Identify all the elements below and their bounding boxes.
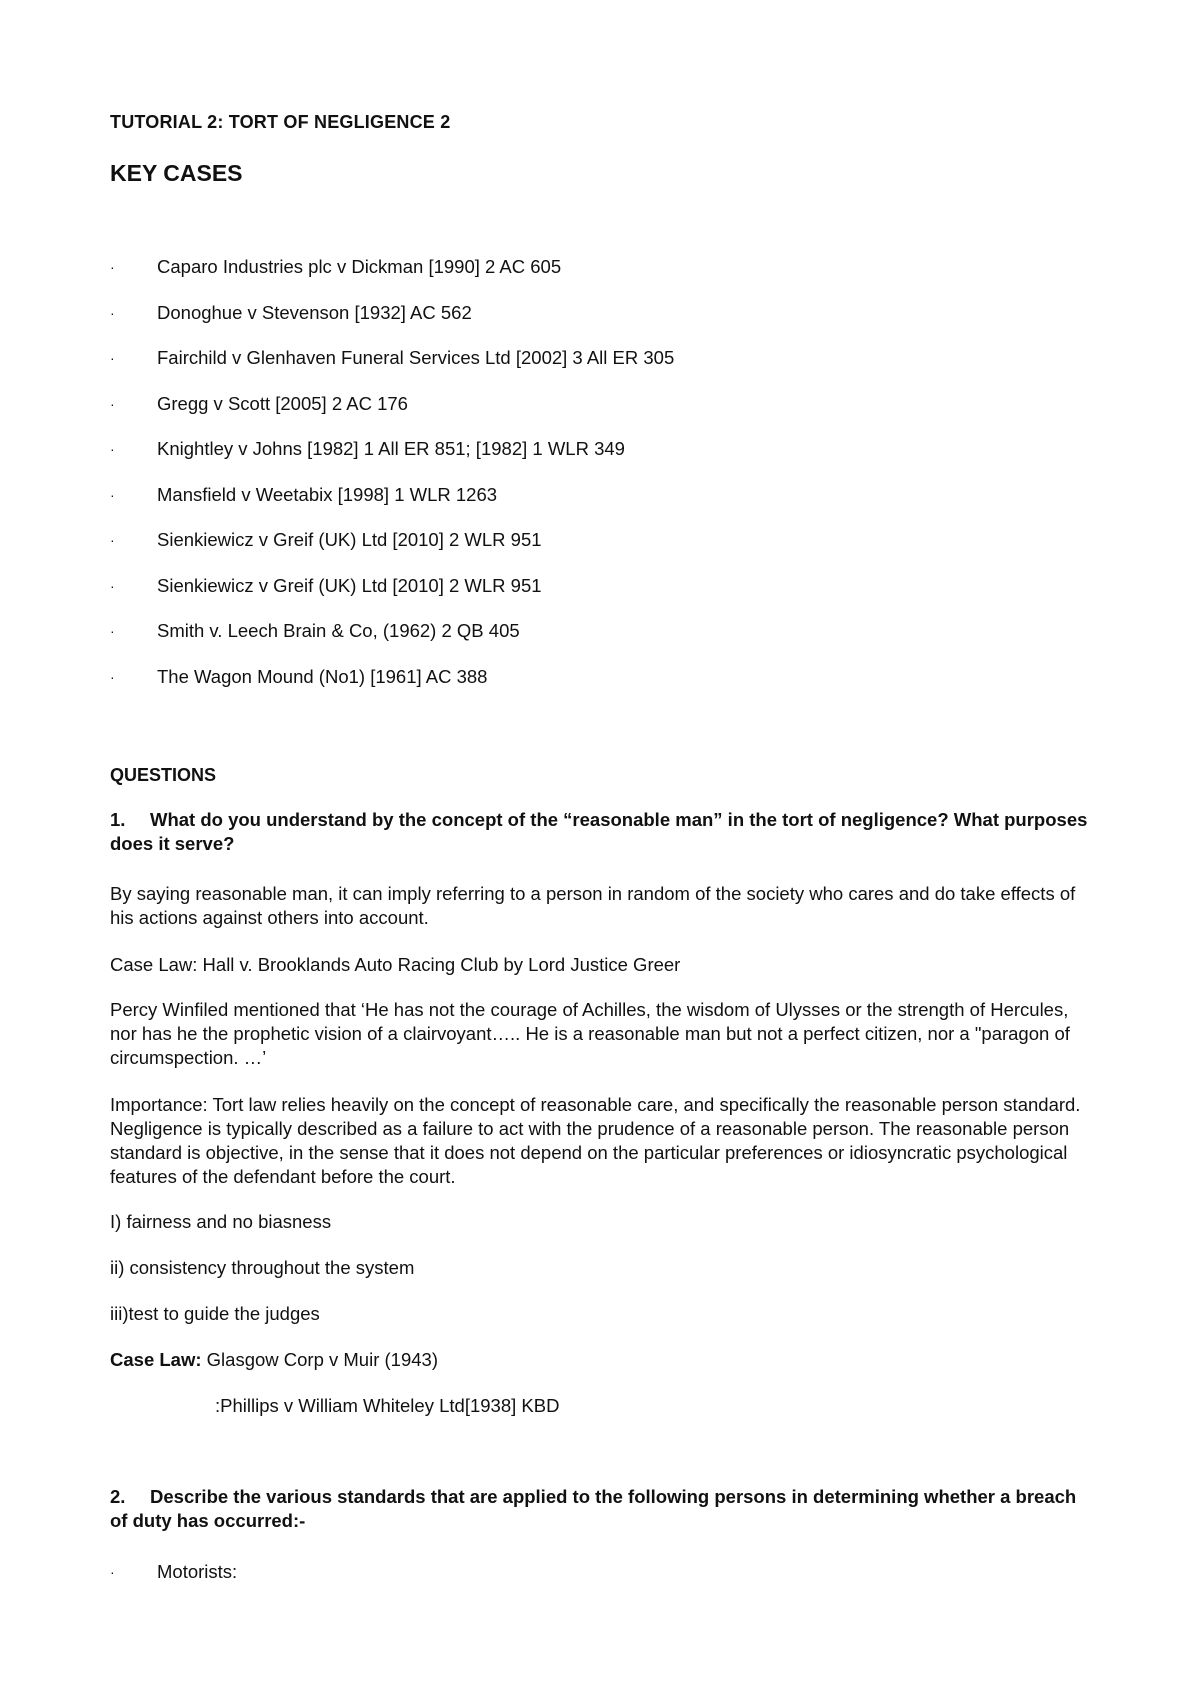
list-item: [110, 303, 674, 349]
case-citation: Knightley v Johns [1982] 1 All ER 851; [1982] 1 WLR 349: [157, 438, 625, 459]
bullet-icon: ·: [110, 486, 115, 503]
list-item: [110, 485, 674, 531]
case-citation: Mansfield v Weetabix [1998] 1 WLR 1263: [157, 483, 498, 505]
purpose-point: ii) consistency throughout the system: [110, 1257, 415, 1278]
purpose-point: I) fairness and no biasness: [110, 1211, 332, 1232]
questions-heading: QUESTIONS: [110, 765, 217, 785]
bullet-icon: ·: [110, 395, 115, 412]
answer-paragraph: By saying reasonable man, it can imply referring to a person in random of the society who cares and do take effects of his actions against others into account.: [110, 883, 1076, 928]
case-law-label: Case Law:: [110, 1349, 202, 1370]
list-item: [110, 576, 674, 622]
question-2: [110, 1485, 1090, 1533]
bullet-icon: ·: [110, 304, 115, 321]
question-text: What do you understand by the concept of the “reasonable man” in the tort of negligence? What purposes does it serve?: [110, 809, 1088, 854]
list-item: [110, 1560, 237, 1584]
case-law-row: [110, 1348, 1100, 1372]
case-citation: The Wagon Mound (No1) [1961] AC 388: [157, 665, 488, 687]
bullet-icon: ·: [110, 1564, 115, 1580]
case-citation: Caparo Industries plc v Dickman [1990] 2 AC 605: [157, 256, 562, 277]
quote-paragraph: Percy Winfiled mentioned that ‘He has not the courage of Achilles, the wisdom of Ulysses or the strength of Hercules, nor has he the prophetic vision of a clairvoyant….. He is a reasonable man but not a perfect citizen, nor a "paragon of circumspection. …’: [110, 999, 1070, 1068]
list-item: [110, 530, 674, 576]
bullet-icon: ·: [110, 623, 115, 639]
case-citation: Smith v. Leech Brain & Co, (1962) 2 QB 405: [157, 620, 520, 641]
question-1: [110, 808, 1090, 856]
list-item: [110, 394, 674, 440]
question-text: Describe the various standards that are applied to the following persons in determining whether a breach of duty has occurred:-: [110, 1486, 1077, 1531]
purpose-point: iii)test to guide the judges: [110, 1303, 320, 1324]
case-citation: Sienkiewicz v Greif (UK) Ltd [2010] 2 WLR 951: [157, 574, 542, 596]
question-number: 2.: [110, 1486, 126, 1507]
bullet-icon: ·: [110, 668, 115, 685]
bullet-icon: ·: [110, 577, 115, 594]
bullet-icon: ·: [110, 350, 115, 366]
case-citation: Donoghue v Stevenson [1932] AC 562: [157, 301, 472, 323]
bullet-icon: ·: [110, 532, 115, 548]
person-category: Motorists:: [157, 1561, 238, 1582]
case-law-citation-2: :Phillips v William Whiteley Ltd[1938] KBD: [215, 1395, 560, 1416]
list-item: [110, 257, 674, 303]
list-item: [110, 348, 674, 394]
case-law-citation: Glasgow Corp v Muir (1943): [201, 1349, 438, 1370]
bullet-icon: ·: [110, 259, 115, 275]
list-item: [110, 439, 674, 485]
question-number: 1.: [110, 809, 126, 830]
bullet-icon: ·: [110, 441, 115, 457]
key-cases-list: [110, 257, 674, 712]
list-item: [110, 621, 674, 667]
importance-paragraph: Importance: Tort law relies heavily on the concept of reasonable care, and specifically the reasonable person standard. Negligence is typically described as a failure to act with the prudence of a reasonable person. The reasonable person standard is objective, in the sense that it does not depend on the particular preferences or idiosyncratic psychological features of the defendant before the court.: [110, 1094, 1081, 1187]
case-citation: Fairchild v Glenhaven Funeral Services Ltd [2002] 3 All ER 305: [157, 347, 675, 368]
case-citation: Gregg v Scott [2005] 2 AC 176: [157, 392, 408, 414]
case-citation: Sienkiewicz v Greif (UK) Ltd [2010] 2 WLR 951: [157, 529, 542, 550]
case-law-line: Case Law: Hall v. Brooklands Auto Racing Club by Lord Justice Greer: [110, 954, 681, 975]
document-title: TUTORIAL 2: TORT OF NEGLIGENCE 2: [110, 112, 451, 132]
key-cases-heading: KEY CASES: [110, 160, 243, 186]
list-item: [110, 667, 674, 713]
